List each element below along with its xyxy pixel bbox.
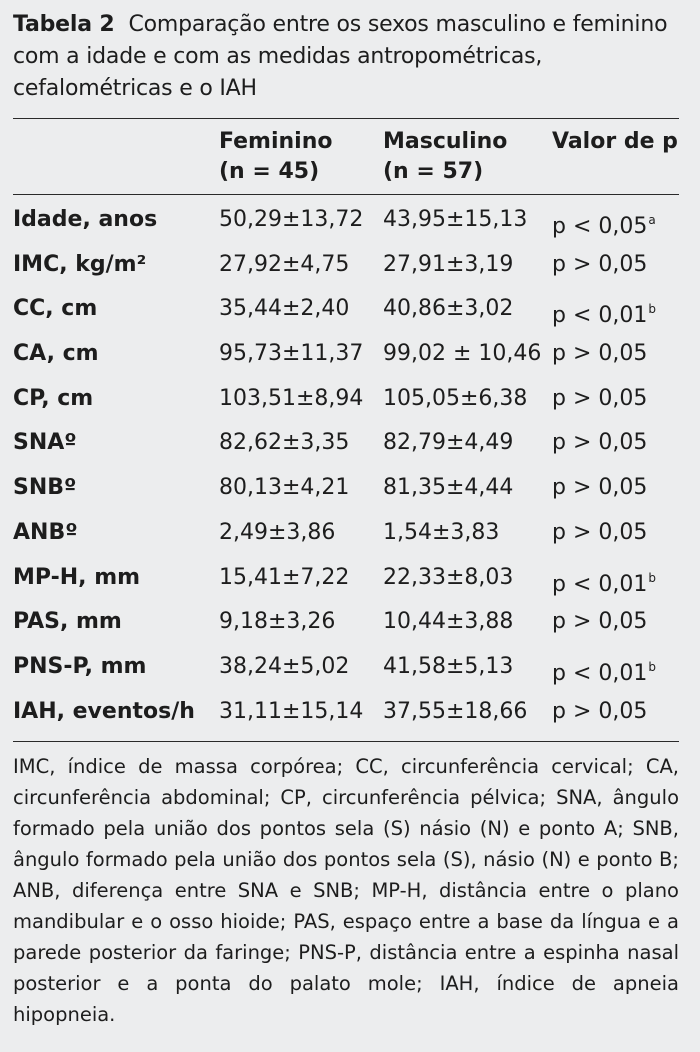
p-value-cell bbox=[552, 605, 647, 639]
table-row bbox=[13, 561, 679, 606]
feminino-cell: 38,24±5,02 bbox=[219, 653, 350, 679]
p-value-cell bbox=[552, 695, 647, 729]
masculino-cell: 105,05±6,38 bbox=[383, 385, 528, 411]
p-value-cell bbox=[552, 561, 656, 602]
p-value-text: p > 0,05 bbox=[552, 341, 648, 367]
feminino-cell: 2,49±3,86 bbox=[219, 519, 336, 545]
table-row bbox=[13, 382, 679, 427]
feminino-cell: 15,41±7,22 bbox=[219, 564, 350, 590]
masculino-cell: 37,55±18,66 bbox=[383, 698, 528, 724]
table-caption bbox=[13, 9, 685, 105]
p-value-text: p > 0,05 bbox=[552, 430, 648, 456]
header-rule bbox=[13, 194, 679, 195]
bottom-rule bbox=[13, 741, 679, 742]
variable-cell: ANBº bbox=[13, 519, 78, 545]
p-value-cell bbox=[552, 203, 656, 244]
top-rule bbox=[13, 118, 679, 119]
masculino-cell: 99,02 ± 10,46 bbox=[383, 341, 542, 367]
feminino-cell: 9,18±3,26 bbox=[219, 609, 336, 635]
table-row bbox=[13, 292, 679, 337]
p-value-cell bbox=[552, 650, 656, 691]
table-label: Tabela 2 bbox=[13, 12, 115, 37]
table-footnote: IMC, índice de massa corpórea; CC, circunferência cervical; CA, circunferência abdominal; CP, circunferência pélvica; SNA, ângulo formado pela união dos pontos sela (S) násio (N) e ponto A; SNB, ângulo formado pela união dos pontos sela (S), násio (N) e ponto B; ANB, diferença entre SNA e SNB; MP-H, distância entre o plano mandibular e o osso hioide; PAS, espaço entre a base da língua e a parede posterior da faringe; PNS-P, distância entre a espinha nasal posterior e a ponta do palato mole; IAH, índice de apneia hipopneia. bbox=[13, 755, 679, 1026]
p-value-cell bbox=[552, 337, 647, 371]
p-value-cell bbox=[552, 248, 647, 282]
table-row bbox=[13, 471, 679, 516]
masculino-cell: 10,44±3,88 bbox=[383, 609, 514, 635]
variable-cell: IAH, eventos/h bbox=[13, 698, 195, 724]
header-masculino bbox=[383, 127, 507, 187]
feminino-cell: 35,44±2,40 bbox=[219, 296, 350, 322]
table-row bbox=[13, 203, 679, 248]
table-row bbox=[13, 695, 679, 740]
header-masculino-title: Masculino bbox=[383, 129, 508, 154]
table-row bbox=[13, 426, 679, 471]
table-row bbox=[13, 605, 679, 650]
variable-cell: CP, cm bbox=[13, 385, 94, 411]
feminino-cell: 27,92±4,75 bbox=[219, 251, 350, 277]
p-value-text: p < 0,01 bbox=[552, 303, 648, 329]
masculino-cell: 81,35±4,44 bbox=[383, 475, 514, 501]
table-row bbox=[13, 248, 679, 293]
feminino-cell: 50,29±13,72 bbox=[219, 207, 364, 232]
p-value-text: p < 0,01 bbox=[552, 660, 648, 686]
masculino-cell: 22,33±8,03 bbox=[383, 564, 514, 590]
p-value-cell bbox=[552, 382, 647, 416]
p-value-text: p > 0,05 bbox=[552, 698, 648, 724]
table-row bbox=[13, 650, 679, 695]
footnote-mark: b bbox=[648, 659, 656, 674]
variable-cell: IMC, kg/m² bbox=[13, 251, 147, 277]
p-value-text: p > 0,05 bbox=[552, 475, 648, 501]
variable-cell: MP-H, mm bbox=[13, 564, 141, 590]
p-value-cell bbox=[552, 516, 647, 550]
header-feminino-n: (n = 45) bbox=[219, 159, 320, 184]
footnote-mark: b bbox=[648, 302, 656, 317]
p-value-text: p > 0,05 bbox=[552, 519, 648, 545]
feminino-cell: 95,73±11,37 bbox=[219, 341, 364, 367]
masculino-cell: 41,58±5,13 bbox=[383, 653, 514, 679]
feminino-cell: 80,13±4,21 bbox=[219, 475, 350, 501]
feminino-cell: 103,51±8,94 bbox=[219, 385, 364, 411]
p-value-cell bbox=[552, 471, 647, 505]
header-masculino-n: (n = 57) bbox=[383, 159, 484, 184]
variable-cell: SNBº bbox=[13, 475, 77, 501]
p-value-text: p > 0,05 bbox=[552, 609, 648, 635]
header-feminino-title: Feminino bbox=[219, 129, 333, 154]
p-value-cell bbox=[552, 426, 647, 460]
masculino-cell: 43,95±15,13 bbox=[383, 207, 528, 232]
feminino-cell: 82,62±3,35 bbox=[219, 430, 350, 456]
variable-cell: PAS, mm bbox=[13, 609, 122, 635]
p-value-text: p > 0,05 bbox=[552, 251, 648, 277]
table-header bbox=[13, 127, 679, 191]
variable-cell: PNS-P, mm bbox=[13, 653, 147, 679]
masculino-cell: 1,54±3,83 bbox=[383, 519, 500, 545]
variable-cell: CC, cm bbox=[13, 296, 98, 322]
variable-cell: Idade, anos bbox=[13, 207, 158, 232]
variable-cell: SNAº bbox=[13, 430, 77, 456]
masculino-cell: 27,91±3,19 bbox=[383, 251, 514, 277]
p-value-text: p > 0,05 bbox=[552, 385, 648, 411]
caption-text: Comparação entre os sexos masculino e feminino com a idade e com as medidas antropométricas, cefalométricas e o IAH bbox=[13, 12, 668, 101]
masculino-cell: 82,79±4,49 bbox=[383, 430, 514, 456]
header-feminino bbox=[219, 127, 333, 187]
masculino-cell: 40,86±3,02 bbox=[383, 296, 514, 322]
footnote-mark: b bbox=[648, 570, 656, 585]
header-p-value-title: Valor de p bbox=[552, 129, 678, 154]
feminino-cell: 31,11±15,14 bbox=[219, 698, 364, 724]
table-row bbox=[13, 516, 679, 561]
variable-cell: CA, cm bbox=[13, 341, 99, 367]
p-value-text: p < 0,01 bbox=[552, 571, 648, 597]
footnote-mark: a bbox=[648, 213, 656, 227]
p-value-text: p < 0,05 bbox=[552, 214, 648, 239]
p-value-cell bbox=[552, 292, 656, 333]
table-row bbox=[13, 337, 679, 382]
header-p-value bbox=[552, 127, 678, 157]
table-body bbox=[13, 203, 679, 739]
